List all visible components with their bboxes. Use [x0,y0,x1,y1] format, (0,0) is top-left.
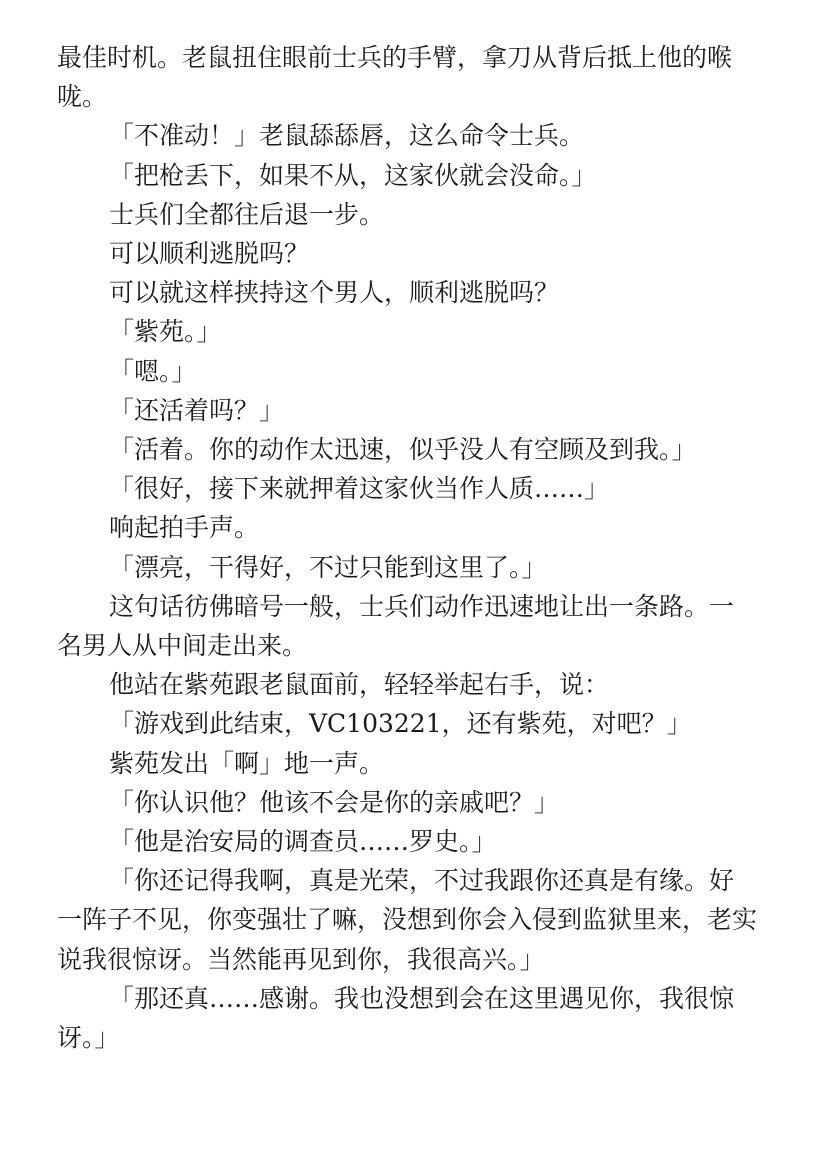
page-text [57,38,757,1057]
paragraph: 「你认识他？他该不会是你的亲戚吧？」 [109,787,560,817]
paragraph: 士兵们全都往后退一步。 [109,199,385,229]
paragraph: 「嗯。」 [109,356,197,386]
paragraph: 可以就这样挟持这个男人，顺利逃脱吗？ [109,278,560,308]
paragraph: 最佳时机。老鼠扭住眼前士兵的手臂，拿刀从背后抵上他的喉咙。 [57,43,733,112]
paragraph: 「很好，接下来就押着这家伙当作人质……」 [109,474,610,504]
paragraph: 这句话彷佛暗号一般，士兵们动作迅速地让出一条路。一名男人从中间走出来。 [57,591,735,661]
paragraph: 响起拍手声。 [109,513,260,543]
paragraph: 「把枪丢下，如果不从，这家伙就会没命。」 [109,160,597,190]
paragraph: 「不准动！」老鼠舔舔唇，这么命令士兵。 [109,121,585,151]
paragraph: 他站在紫苑跟老鼠面前，轻轻举起右手，说： [109,670,610,700]
paragraph: 「游戏到此结束，VC103221，还有紫苑，对吧？」 [109,709,692,739]
paragraph: 「他是治安局的调查员……罗史。」 [109,827,497,857]
paragraph: 「还活着吗？」 [109,395,285,425]
paragraph: 紫苑发出「啊」地一声。 [109,748,385,778]
paragraph: 「活着。你的动作太迅速，似乎没人有空顾及到我。」 [109,435,697,465]
paragraph: 「漂亮，干得好，不过只能到这里了。」 [109,552,547,582]
paragraph: 「你还记得我啊，真是光荣，不过我跟你还真是有缘。好一阵子不见，你变强壮了嘛，没想到你会入侵到监狱里来，老实说我很惊讶。当然能再见到你，我很高兴。」 [57,866,758,974]
paragraph: 「那还真……感谢。我也没想到会在这里遇见你，我很惊讶。」 [57,983,735,1053]
paragraph: 可以顺利逃脱吗？ [109,239,310,269]
paragraph: 「紫苑。」 [109,317,222,347]
